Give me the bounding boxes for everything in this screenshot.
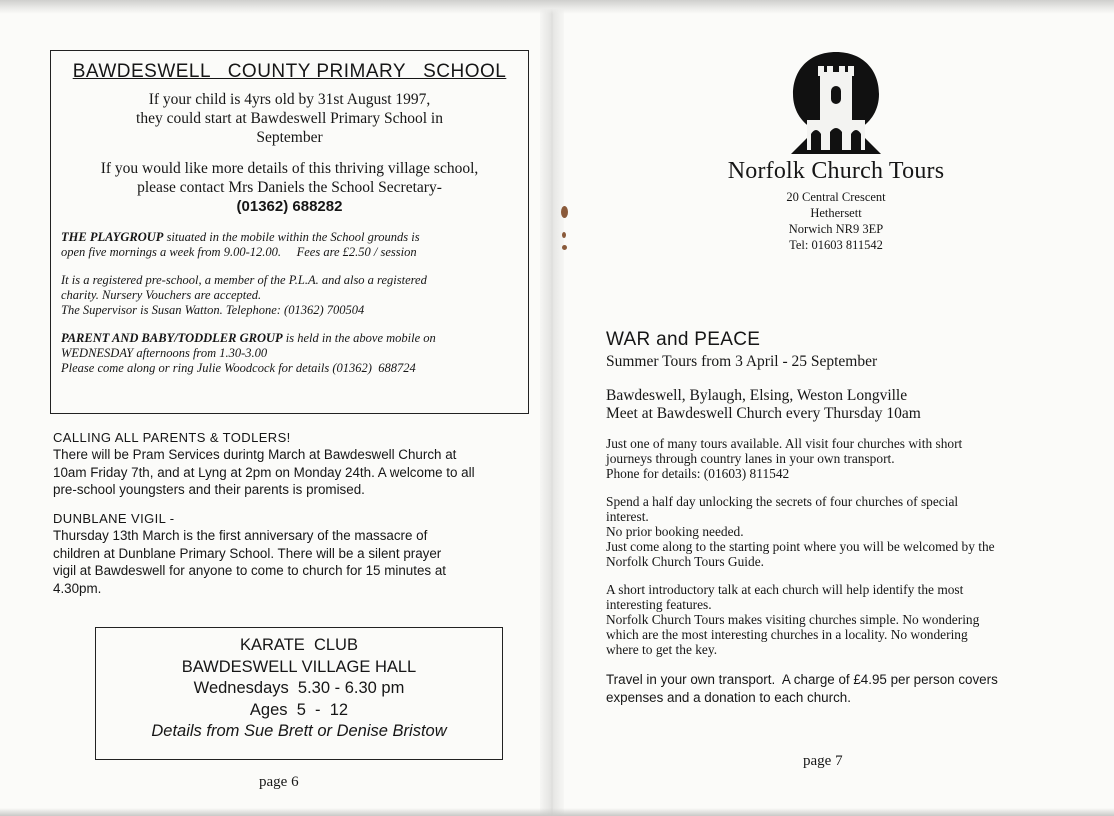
text-run: is held in the above mobile on xyxy=(282,331,436,345)
playgroup-lead: THE PLAYGROUP xyxy=(61,230,164,244)
address-line: Hethersett xyxy=(810,206,862,220)
tour-route xyxy=(606,387,921,423)
text-line: Norfolk Church Tours makes visiting churches simple. No wondering xyxy=(606,612,980,627)
text-line: where to get the key. xyxy=(606,642,718,657)
text-line: Phone for details: (01603) 811542 xyxy=(606,466,790,481)
org-name: Norfolk Church Tours xyxy=(727,158,945,184)
text-line: open five mornings a week from 9.00-12.00. Fees are £2.50 / session xyxy=(61,245,417,259)
address-line: 20 Central Crescent xyxy=(786,190,886,204)
page-number-left: page 6 xyxy=(259,774,299,790)
karate-title: KARATE CLUB xyxy=(240,636,358,654)
text-line: There will be Pram Services durintg March at Bawdeswell Church at xyxy=(53,447,457,462)
text-run: situated in the mobile within the School grounds is xyxy=(163,230,420,244)
tour-paragraph-4 xyxy=(606,671,1082,706)
page-bottom-edge xyxy=(0,808,1114,816)
text-line: It is a registered pre-school, a member of the P.L.A. and also a registered xyxy=(61,273,427,287)
karate-when: Wednesdays 5.30 - 6.30 pm xyxy=(193,679,405,697)
toddler-lead: PARENT AND BABY/TODDLER GROUP xyxy=(61,331,283,345)
text-line: journeys through country lanes in your own transport. xyxy=(606,451,895,466)
text-line: Spend a half day unlocking the secrets of four churches of special xyxy=(606,494,959,509)
text-line: If you would like more details of this thriving village school, xyxy=(100,160,479,177)
text-line: No prior booking needed. xyxy=(606,524,744,539)
text-line: pre-school youngsters and their parents is promised. xyxy=(53,482,365,497)
text-line: expenses and a donation to each church. xyxy=(606,689,851,705)
calling-body xyxy=(53,446,528,499)
address-line: Tel: 01603 811542 xyxy=(789,238,883,252)
address-line: Norwich NR9 3EP xyxy=(788,222,884,236)
text-line: Just come along to the starting point where you will be welcomed by the xyxy=(606,539,995,554)
vigil-heading: DUNBLANE VIGIL - xyxy=(53,511,175,526)
church-keyhole-logo xyxy=(787,50,885,156)
book-spine xyxy=(540,0,564,816)
text-line: vigil at Bawdeswell for anyone to come to church for 15 minutes at xyxy=(53,563,446,578)
tour-paragraph-2 xyxy=(606,494,1082,569)
toddler-group-info xyxy=(61,331,522,376)
text-line: A short introductory talk at each church will help identify the most xyxy=(606,582,964,597)
text-line: 4.30pm. xyxy=(53,580,102,596)
vigil-body xyxy=(53,527,528,597)
text-line: 10am Friday 7th, and at Lyng at 2pm on Monday 24th. A welcome to all xyxy=(53,464,475,480)
page-number-right: page 7 xyxy=(803,753,843,769)
text-line: Thursday 13th March is the first anniversary of the massacre of xyxy=(53,528,428,543)
text-line: children at Dunblane Primary School. There will be a silent prayer xyxy=(53,545,442,561)
tour-paragraph-1 xyxy=(606,436,1082,481)
text-line: Bawdeswell, Bylaugh, Elsing, Weston Longville xyxy=(606,387,908,404)
org-address xyxy=(690,189,982,253)
karate-box xyxy=(95,627,503,760)
text-line xyxy=(61,230,522,245)
text-line: Travel in your own transport. A charge of £4.95 per person covers xyxy=(606,672,998,687)
staple-mark-top xyxy=(561,206,568,218)
text-line: interesting features. xyxy=(606,597,712,612)
school-phone: (01362) 688282 xyxy=(236,198,343,215)
karate-ages: Ages 5 - 12 xyxy=(249,700,349,719)
text-line: which are the most interesting churches in a locality. No wondering xyxy=(606,627,968,642)
staple-mark-low xyxy=(562,245,567,250)
text-line: charity. Nursery Vouchers are accepted. xyxy=(61,288,262,302)
school-start-paragraph xyxy=(57,90,522,147)
text-line xyxy=(61,331,522,346)
karate-details: Details from Sue Brett or Denise Bristow xyxy=(151,722,447,740)
text-line: please contact Mrs Daniels the School Secretary- xyxy=(137,179,442,196)
page-top-edge xyxy=(0,0,1114,14)
tour-paragraph-3 xyxy=(606,582,1082,657)
text-line: WEDNESDAY afternoons from 1.30-3.00 xyxy=(61,346,268,360)
tour-title: WAR and PEACE xyxy=(606,329,761,350)
registered-info xyxy=(61,273,522,318)
playgroup-info xyxy=(61,230,522,260)
text-line: Just one of many tours available. All visit four churches with short xyxy=(606,436,963,451)
text-line: September xyxy=(256,129,323,146)
text-line: interest. xyxy=(606,509,649,524)
text-line: Meet at Bawdeswell Church every Thursday 10am xyxy=(606,405,921,422)
text-line: The Supervisor is Susan Watton. Telephone: (01362) 700504 xyxy=(61,303,365,317)
karate-venue: BAWDESWELL VILLAGE HALL xyxy=(181,657,417,676)
staple-mark-mid xyxy=(562,232,566,238)
school-contact-paragraph xyxy=(57,159,522,216)
text-line: Please come along or ring Julie Woodcock for details (01362) 688724 xyxy=(61,361,416,375)
tour-subtitle: Summer Tours from 3 April - 25 September xyxy=(606,353,878,370)
school-title: BAWDESWELL COUNTY PRIMARY SCHOOL xyxy=(72,61,507,82)
school-box xyxy=(50,50,529,414)
calling-heading: CALLING ALL PARENTS & TODLERS! xyxy=(53,430,291,445)
text-line: they could start at Bawdeswell Primary School in xyxy=(136,110,443,127)
text-line: If your child is 4yrs old by 31st August 1997, xyxy=(148,91,431,108)
text-line: Norfolk Church Tours Guide. xyxy=(606,554,764,569)
